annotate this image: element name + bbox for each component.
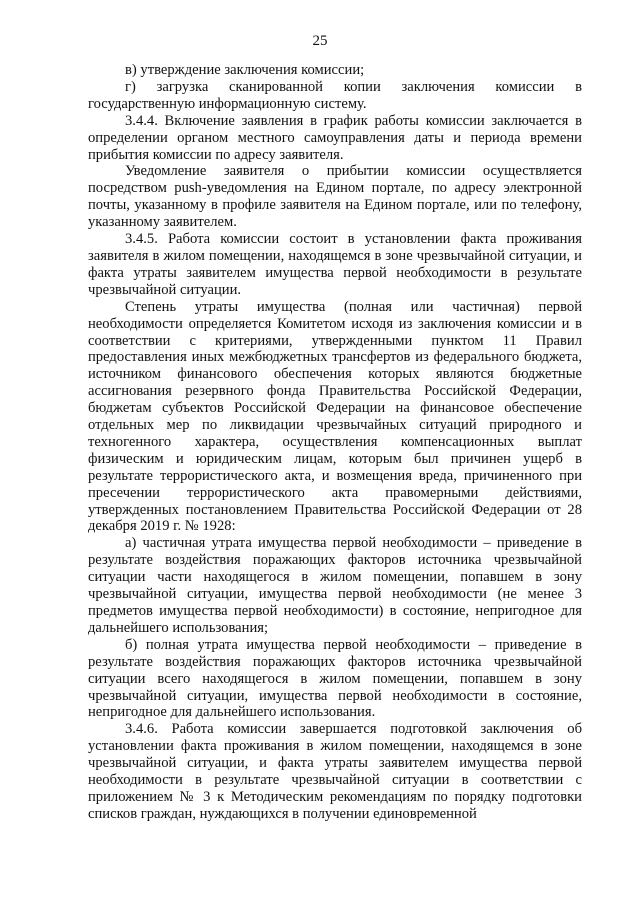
paragraph-degree-of-loss: Степень утраты имущества (полная или частичная) первой необходимости определяется Комитетом исходя из заключения комиссии и в соответствии с критериями, утвержденными пунктом 11 Правил предоставления иных межбюджетных трансфертов из федерального бюджета, источником финансового обеспечения которых являются бюджетные ассигнования резервного фонда Правительства Российской Федерации, бюджетам субъектов Российской Федерации на финансовое обеспечение отдельных мер по ликвидации чрезвычайных ситуаций природного и техногенного характера, осуществления компенсационных выплат физическим и юридическим лицам, которым был причинен ущерб в результате террористического акта, и возмещения вреда, причиненного при пресечении террористического акта правомерными действиями, утвержденных постановлением Правительства Российской Федерации от 28 декабря 2019 г. № 1928:	[88, 298, 582, 535]
paragraph-3-4-6: 3.4.6. Работа комиссии завершается подготовкой заключения об установлении факта проживания в жилом помещении, находящемся в зоне чрезвычайной ситуации, и факта утраты заявителем имущества первой необходимости в результате чрезвычайной ситуации в соответствии с приложением № 3 к Методическим рекомендациям по порядку подготовки списков граждан, нуждающихся в получении единовременной	[88, 721, 582, 822]
paragraph-item-b: б) полная утрата имущества первой необходимости – приведение в результате воздействия поражающих факторов источника чрезвычайной ситуации всего находящегося в жилом помещении, попавшем в зону чрезвычайной ситуации, имущества первой необходимости в состояние, непригодное для дальнейшего использования.	[88, 636, 582, 721]
paragraph-notification: Уведомление заявителя о прибытии комиссии осуществляется посредством push-уведомления на Едином портале, по адресу электронной почты, указанному в профиле заявителя на Едином портале, или по телефону, указанному заявителем.	[88, 163, 582, 231]
paragraph-item-a: а) частичная утрата имущества первой необходимости – приведение в результате воздействия поражающих факторов источника чрезвычайной ситуации части находящегося в жилом помещении, попавшем в зону чрезвычайной ситуации, имущества первой необходимости (не менее 3 предметов имущества первой необходимости) в состояние, непригодное для дальнейшего использования;	[88, 535, 582, 636]
body-text	[88, 62, 582, 823]
paragraph-item-v: в) утверждение заключения комиссии;	[125, 62, 365, 78]
page-number: 25	[312, 33, 328, 49]
paragraph-3-4-4: 3.4.4. Включение заявления в график работы комиссии заключается в определении органом местного самоуправления даты и периода времени прибытия комиссии по адресу заявителя.	[88, 112, 582, 163]
paragraph-3-4-5: 3.4.5. Работа комиссии состоит в установлении факта проживания заявителя в жилом помещении, находящемся в зоне чрезвычайной ситуации, и факта утраты заявителем имущества первой необходимости в результате чрезвычайной ситуации.	[88, 231, 582, 298]
paragraph-item-g: г) загрузка сканированной копии заключения комиссии в государственную информационную систему.	[88, 78, 582, 112]
